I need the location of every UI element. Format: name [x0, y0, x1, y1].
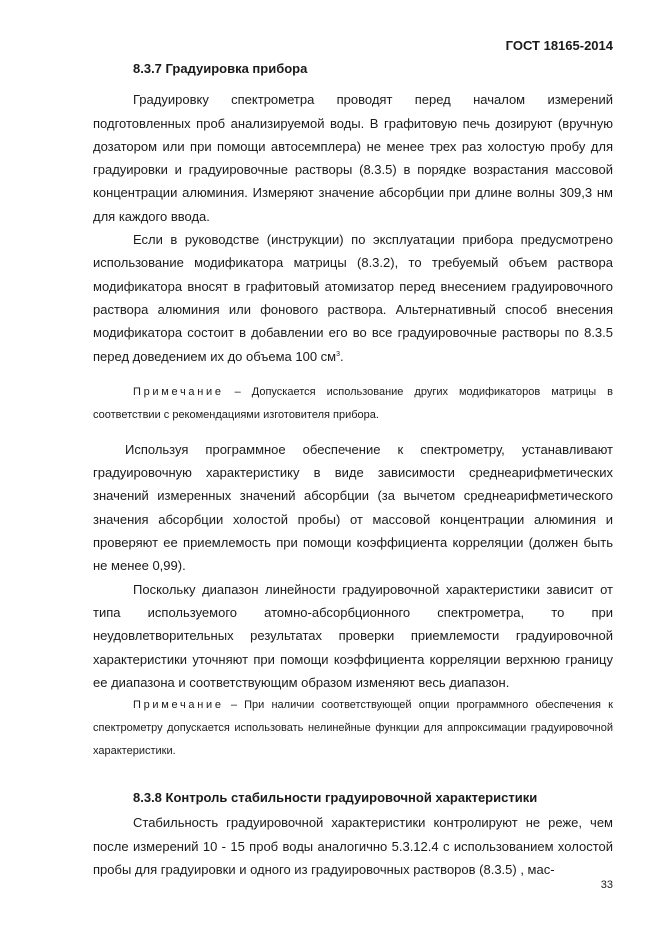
paragraph-end-period: .: [340, 348, 344, 364]
note-label: Примечание: [133, 385, 224, 398]
note-nonlinear-functions: [93, 694, 613, 763]
section-heading-8-3-7: 8.3.7 Градуировка прибора: [133, 61, 308, 76]
note-text: – При наличии соответствующей опции программного обеспечения к спектрометру допускается использовать нелинейные функции для аппроксимации градуировочной характеристики.: [93, 699, 613, 758]
note-text: – Допускается использование других модификаторов матрицы в соответствии с рекомендациями изготовителя прибора.: [93, 385, 613, 421]
paragraph-stability-control: Стабильность градуировочной характеристики контролируют не реже, чем после измерений 10 - 15 проб воды аналогично 5.3.12.4 с использованием холостой пробы для градуировки и одного из градуировочных растворов (8.3.5) , мас-: [93, 815, 613, 878]
note-label: Примечание: [133, 699, 224, 712]
section-heading-8-3-8: 8.3.8 Контроль стабильности градуировочной характеристики: [133, 790, 538, 806]
paragraph-matrix-modifier-text: Если в руководстве (инструкции) по эксплуатации прибора предусмотрено использование модификатора матрицы (8.3.2), то требуемый объем раствора модификатора вносят в графитовый атомизатор перед внесением градуировочного раствора алюминия или фонового раствора. Альтернативный способ внесения модификатора состоит в добавлении его во все градуировочные растворы по 8.3.5 перед доведением их до объема 100 см: [93, 232, 613, 364]
paragraph-software-calibration: Используя программное обеспечение к спектрометру, устанавливают градуировочную характеристику в виде зависимости среднеарифметических значений измеренных значений абсорбции (за вычетом среднеарифметического значения абсорбции холостой пробы) от массовой концентрации алюминия и проверяют ее приемлемость при помощи коэффициента корреляции (должен быть не менее 0,99).: [93, 441, 613, 574]
standard-designation: ГОСТ 18165-2014: [505, 38, 613, 53]
page-number: 33: [600, 879, 613, 891]
note-modifiers: [93, 381, 613, 427]
paragraph-linearity-range: Поскольку диапазон линейности градуировочной характеристики зависит от типа используемого атомно-абсорбционного спектрометра, то при неудовлетворительных результатах проверки приемлемости градуировочной характеристики уточняют при помощи коэффициента корреляции верхнюю границу ее диапазона и соответствующим образом изменяют весь диапазон.: [93, 581, 613, 690]
page-body: [93, 57, 613, 881]
paragraph-calibration-procedure: Градуировку спектрометра проводят перед началом измерений подготовленных проб анализируемой воды. В графитовую печь дозируют (вручную дозатором или при помощи автосемплера) не менее трех раз холостую пробу для градуировки и градуировочные растворы (8.3.5) в порядке возрастания массовой концентрации алюминия. Измеряют значение абсорбции при длине волны 309,3 нм для каждого ввода.: [93, 92, 613, 224]
cubic-superscript: 3: [336, 350, 341, 358]
paragraph-matrix-modifier: [93, 228, 613, 368]
